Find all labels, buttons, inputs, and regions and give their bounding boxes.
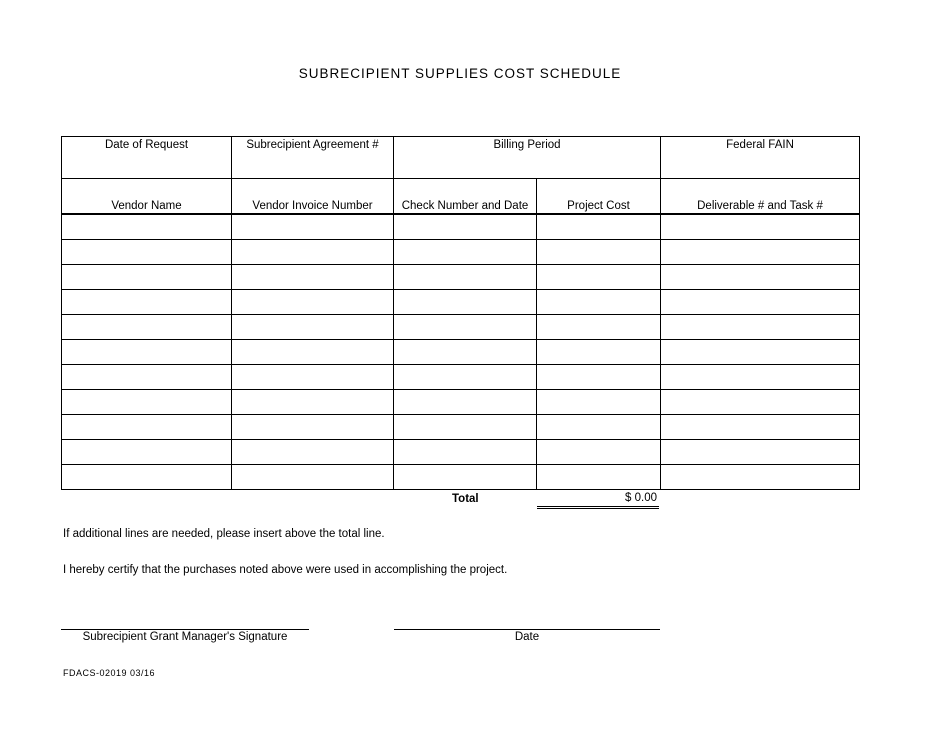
table-cell[interactable]	[232, 390, 394, 415]
table-row	[62, 465, 860, 490]
table-cell[interactable]	[537, 214, 661, 240]
table-cell[interactable]	[62, 214, 232, 240]
table-cell[interactable]	[232, 415, 394, 440]
header-vendor-invoice-number: Vendor Invoice Number	[232, 179, 394, 215]
table-cell[interactable]	[232, 440, 394, 465]
table-cell[interactable]	[232, 315, 394, 340]
table-cell[interactable]	[661, 365, 860, 390]
table-cell[interactable]	[537, 465, 661, 490]
table-cell[interactable]	[661, 440, 860, 465]
table-cell[interactable]	[537, 390, 661, 415]
table-cell[interactable]	[62, 340, 232, 365]
table-row	[62, 390, 860, 415]
header-federal-fain: Federal FAIN	[661, 137, 860, 179]
date-signature-line[interactable]	[394, 629, 660, 630]
date-label: Date	[514, 631, 540, 643]
table-cell[interactable]	[661, 340, 860, 365]
table-cell[interactable]	[62, 465, 232, 490]
table-cell[interactable]	[62, 390, 232, 415]
table-row	[62, 240, 860, 265]
table-cell[interactable]	[394, 290, 537, 315]
table-row	[62, 265, 860, 290]
table-cell[interactable]	[537, 315, 661, 340]
form-number: FDACS-02019 03/16	[63, 668, 156, 678]
cost-schedule-table	[61, 136, 860, 490]
table-cell[interactable]	[661, 240, 860, 265]
table-cell[interactable]	[537, 365, 661, 390]
table-cell[interactable]	[537, 290, 661, 315]
header-billing-period: Billing Period	[394, 137, 661, 179]
table-cell[interactable]	[232, 214, 394, 240]
header-check-number-date: Check Number and Date	[394, 179, 537, 215]
table-cell[interactable]	[62, 440, 232, 465]
table-cell[interactable]	[62, 240, 232, 265]
table-cell[interactable]	[394, 440, 537, 465]
additional-lines-note: If additional lines are needed, please insert above the total line.	[63, 528, 385, 540]
total-value: $ 0.00	[537, 492, 659, 509]
header-row-request-info	[62, 137, 860, 179]
table-cell[interactable]	[232, 340, 394, 365]
table-cell[interactable]	[537, 340, 661, 365]
table-cell[interactable]	[661, 465, 860, 490]
table-cell[interactable]	[661, 315, 860, 340]
table-row	[62, 290, 860, 315]
table-cell[interactable]	[394, 240, 537, 265]
table-cell[interactable]	[394, 415, 537, 440]
table-row	[62, 365, 860, 390]
table-cell[interactable]	[394, 315, 537, 340]
table-cell[interactable]	[537, 415, 661, 440]
table-cell[interactable]	[537, 440, 661, 465]
table-cell[interactable]	[62, 415, 232, 440]
table-cell[interactable]	[537, 265, 661, 290]
header-deliverable-task: Deliverable # and Task #	[661, 179, 860, 215]
table-cell[interactable]	[232, 290, 394, 315]
table-cell[interactable]	[661, 265, 860, 290]
table-cell[interactable]	[394, 340, 537, 365]
page-title: SUBRECIPIENT SUPPLIES COST SCHEDULE	[298, 66, 622, 81]
total-label: Total	[452, 493, 479, 505]
table-cell[interactable]	[62, 290, 232, 315]
table-cell[interactable]	[537, 240, 661, 265]
table-cell[interactable]	[62, 365, 232, 390]
header-project-cost: Project Cost	[537, 179, 661, 215]
header-date-of-request: Date of Request	[62, 137, 232, 179]
table-cell[interactable]	[394, 365, 537, 390]
table-cell[interactable]	[661, 214, 860, 240]
table-cell[interactable]	[62, 315, 232, 340]
header-row-columns	[62, 179, 860, 215]
table-cell[interactable]	[394, 214, 537, 240]
table-cell[interactable]	[232, 365, 394, 390]
table-cell[interactable]	[661, 290, 860, 315]
table-cell[interactable]	[62, 265, 232, 290]
table-row	[62, 415, 860, 440]
table-cell[interactable]	[394, 265, 537, 290]
manager-signature-label: Subrecipient Grant Manager's Signature	[82, 631, 288, 643]
manager-signature-line[interactable]	[61, 629, 309, 630]
table-row	[62, 214, 860, 240]
table-cell[interactable]	[661, 415, 860, 440]
table-cell[interactable]	[394, 465, 537, 490]
header-subrecipient-agreement: Subrecipient Agreement #	[232, 137, 394, 179]
table-cell[interactable]	[661, 390, 860, 415]
table-row	[62, 340, 860, 365]
certification-statement: I hereby certify that the purchases noted above were used in accomplishing the project.	[63, 564, 508, 576]
header-vendor-name: Vendor Name	[62, 179, 232, 215]
table-cell[interactable]	[232, 240, 394, 265]
table-cell[interactable]	[232, 465, 394, 490]
table-row	[62, 440, 860, 465]
table-cell[interactable]	[394, 390, 537, 415]
table-row	[62, 315, 860, 340]
table-cell[interactable]	[232, 265, 394, 290]
